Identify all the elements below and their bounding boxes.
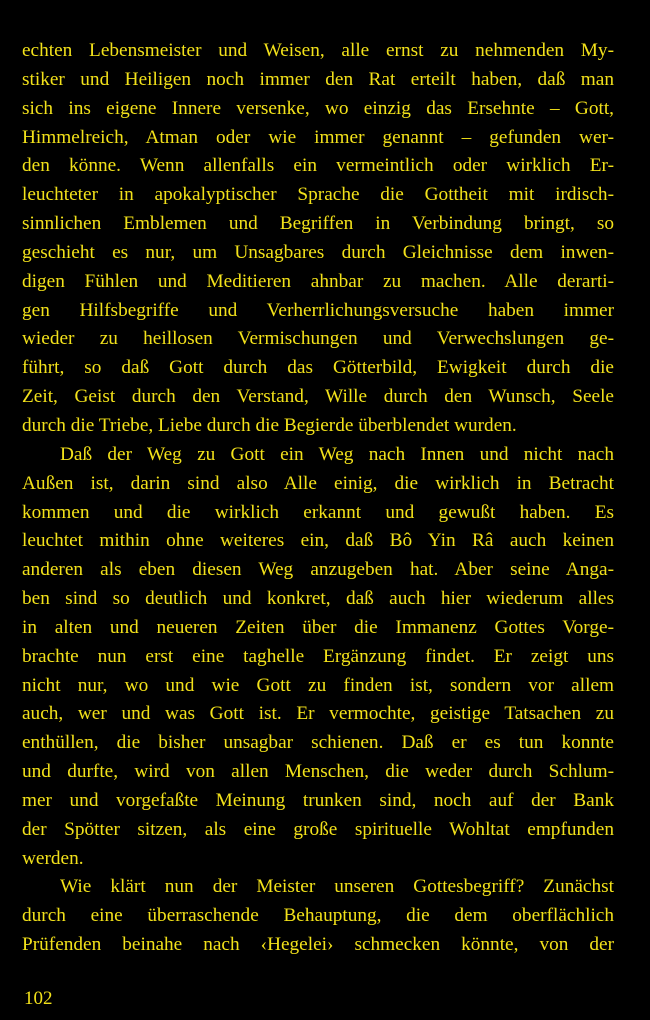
text-line: enthüllen, die bisher unsagbar schienen. Daß er es tun konnte — [22, 732, 614, 754]
text-line: durch die Triebe, Liebe durch die Begierde überblendet wurden. — [22, 414, 517, 436]
text-line: mer und vorgefaßte Meinung trunken sind, noch auf der Bank — [22, 789, 614, 811]
paragraph-2 — [22, 441, 614, 874]
text-line: Wie klärt nun der Meister unseren Gottesbegriff? Zunächst — [60, 876, 614, 898]
text-line: geschieht es nur, um Unsagbares durch Gleichnisse dem inwen- — [22, 241, 614, 263]
text-line: kommen und die wirklich erkannt und gewußt haben. Es — [22, 501, 614, 523]
text-line: Zeit, Geist durch den Verstand, Wille durch den Wunsch, Seele — [22, 386, 614, 408]
text-line: den könne. Wenn allenfalls ein vermeintlich oder wirklich Er- — [22, 155, 614, 177]
text-line: ben sind so deutlich und konkret, daß auch hier wiederum alles — [22, 588, 614, 610]
paragraph-1 — [22, 37, 614, 441]
text-line: Daß der Weg zu Gott ein Weg nach Innen und nicht nach — [60, 443, 614, 465]
text-line: der Spötter sitzen, als eine große spirituelle Wohltat empfunden — [22, 818, 614, 840]
text-line: sinnlichen Emblemen und Begriffen in Verbindung bringt, so — [22, 213, 614, 235]
text-line: Himmelreich, Atman oder wie immer genannt – gefunden wer- — [22, 126, 614, 148]
text-line: in alten und neueren Zeiten über die Immanenz Gottes Vorge- — [22, 616, 614, 638]
text-line: leuchtet mithin ohne weiteres ein, daß Bô Yin Râ auch keinen — [22, 530, 614, 552]
text-line: gen Hilfsbegriffe und Verherrlichungsversuche haben immer — [22, 299, 614, 321]
text-line: brachte nun erst eine taghelle Ergänzung findet. Er zeigt uns — [22, 645, 614, 667]
text-line: sich ins eigene Innere versenke, wo einzig das Ersehnte – Gott, — [22, 97, 614, 119]
book-page-text — [22, 37, 614, 960]
text-line: Außen ist, darin sind also Alle einig, die wirklich in Betracht — [22, 472, 614, 494]
paragraph-3 — [22, 873, 614, 960]
text-line: und durfte, wird von allen Menschen, die weder durch Schlum- — [22, 761, 614, 783]
text-line: nicht nur, wo und wie Gott zu finden ist, sondern vor allem — [22, 674, 614, 696]
text-line: echten Lebensmeister und Weisen, alle ernst zu nehmenden My- — [22, 40, 614, 61]
text-line: auch, wer und was Gott ist. Er vermochte, geistige Tatsachen zu — [22, 703, 614, 725]
text-line: leuchteter in apokalyptischer Sprache die Gottheit mit irdisch- — [22, 184, 614, 206]
text-line: anderen als eben diesen Weg anzugeben hat. Aber seine Anga- — [22, 559, 614, 581]
text-line: durch eine überraschende Behauptung, die dem oberflächlich — [22, 905, 614, 927]
text-line: führt, so daß Gott durch das Götterbild, Ewigkeit durch die — [22, 357, 614, 379]
text-line: digen Fühlen und Meditieren ahnbar zu machen. Alle derarti- — [22, 270, 614, 292]
text-line: Prüfenden beinahe nach ‹Hegelei› schmecken könnte, von der — [22, 934, 614, 956]
text-line: wieder zu heillosen Vermischungen und Verwechslungen ge- — [22, 328, 614, 350]
page-number: 102 — [24, 988, 53, 1009]
text-line: werden. — [22, 847, 84, 869]
text-line: stiker und Heiligen noch immer den Rat erteilt haben, daß man — [22, 68, 614, 90]
